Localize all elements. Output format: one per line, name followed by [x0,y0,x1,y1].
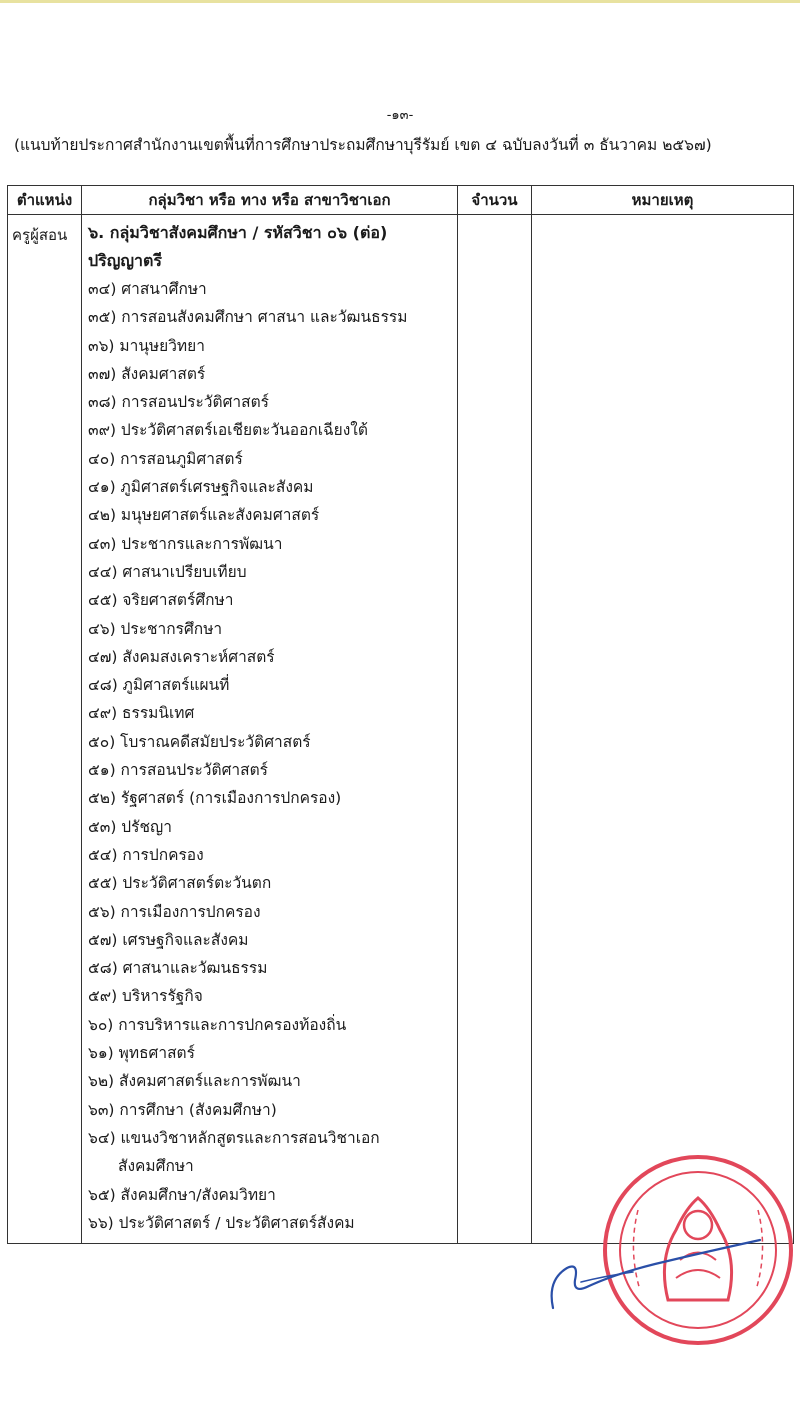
subject-table [7,185,794,1244]
header-remarks: หมายเหตุ [532,186,794,215]
subject-item: ๖๖) ประวัติศาสตร์ / ประวัติศาสตร์สังคม [88,1213,355,1232]
table-header-row [8,186,794,215]
page-number: -๑๓- [386,108,414,123]
subject-item-text: ๖๔) แขนงวิชาหลักสูตรและการสอนวิชาเอก [88,1128,380,1147]
table-row [8,215,794,1244]
degree-label: ปริญญาตรี [88,251,162,270]
subject-item: ๕๘) ศาสนาและวัฒนธรรม [88,959,268,978]
subject-item: ๓๗) สังคมศาสตร์ [88,364,206,383]
header-subject: กลุ่มวิชา หรือ ทาง หรือ สาขาวิชาเอก [82,186,458,215]
count-cell [458,215,532,1244]
subject-item: ๕๒) รัฐศาสตร์ (การเมืองการปกครอง) [88,789,342,808]
subject-item: ๓๙) ประวัติศาสตร์เอเชียตะวันออกเฉียงใต้ [88,421,368,440]
signature-mark [545,1210,775,1320]
subject-item [88,1124,457,1181]
subject-item: ๔๑) ภูมิศาสตร์เศรษฐกิจและสังคม [88,478,314,497]
subject-item-continuation: สังคมศึกษา [118,1157,194,1176]
subject-item: ๓๔) ศาสนาศึกษา [88,280,207,298]
group-title: ๖. กลุ่มวิชาสังคมศึกษา / รหัสวิชา ๐๖ (ต่อ) [88,223,388,242]
subject-item: ๔๐) การสอนภูมิศาสตร์ [88,449,243,468]
subject-item: ๔๔) ศาสนาเปรียบเทียบ [88,562,247,581]
subject-item: ๖๒) สังคมศาสตร์และการพัฒนา [88,1072,301,1091]
position-cell: ครูผู้สอน [8,215,82,1244]
subject-item: ๔๖) ประชากรศึกษา [88,619,223,638]
subject-item: ๖๓) การศึกษา (สังคมศึกษา) [88,1100,277,1119]
subject-item: ๕๕) ประวัติศาสตร์ตะวันตก [88,874,272,893]
subject-item: ๖๑) พุทธศาสตร์ [88,1044,195,1063]
subject-item: ๔๘) ภูมิศาสตร์แผนที่ [88,676,230,695]
header-count: จำนวน [458,186,532,215]
subject-item: ๕๙) บริหารรัฐกิจ [88,987,203,1006]
document-subtitle: (แนบท้ายประกาศสำนักงานเขตพื้นที่การศึกษาประถมศึกษาบุรีรัมย์ เขต ๔ ฉบับลงวันที่ ๓ ธันวาคม ๒๕๖๗) [14,136,712,154]
subject-item: ๕๗) เศรษฐกิจและสังคม [88,930,249,949]
top-edge-line [0,0,800,3]
header-position: ตำแหน่ง [8,186,82,215]
subject-item: ๕๖) การเมืองการปกครอง [88,902,261,921]
subject-item: ๔๗) สังคมสงเคราะห์ศาสตร์ [88,647,275,666]
subject-item: ๕๓) ปรัชญา [88,817,172,836]
subject-item: ๕๐) โบราณคดีสมัยประวัติศาสตร์ [88,732,311,751]
subject-item: ๓๖) มานุษยวิทยา [88,336,205,355]
subject-item: ๔๒) มนุษยศาสตร์และสังคมศาสตร์ [88,506,320,525]
subject-item: ๔๕) จริยศาสตร์ศึกษา [88,591,234,610]
subject-item: ๓๕) การสอนสังคมศึกษา ศาสนา และวัฒนธรรม [88,308,408,327]
subject-item: ๔๓) ประชากรและการพัฒนา [88,534,283,553]
subject-item: ๕๔) การปกครอง [88,845,204,864]
subject-cell [82,215,458,1244]
subject-item: ๖๕) สังคมศึกษา/สังคมวิทยา [88,1185,276,1204]
subject-item: ๖๐) การบริหารและการปกครองท้องถิ่น [88,1015,347,1034]
subject-item: ๓๘) การสอนประวัติศาสตร์ [88,393,269,412]
subject-item: ๕๑) การสอนประวัติศาสตร์ [88,761,268,780]
subject-item: ๔๙) ธรรมนิเทศ [88,704,195,723]
remarks-cell [532,215,794,1244]
